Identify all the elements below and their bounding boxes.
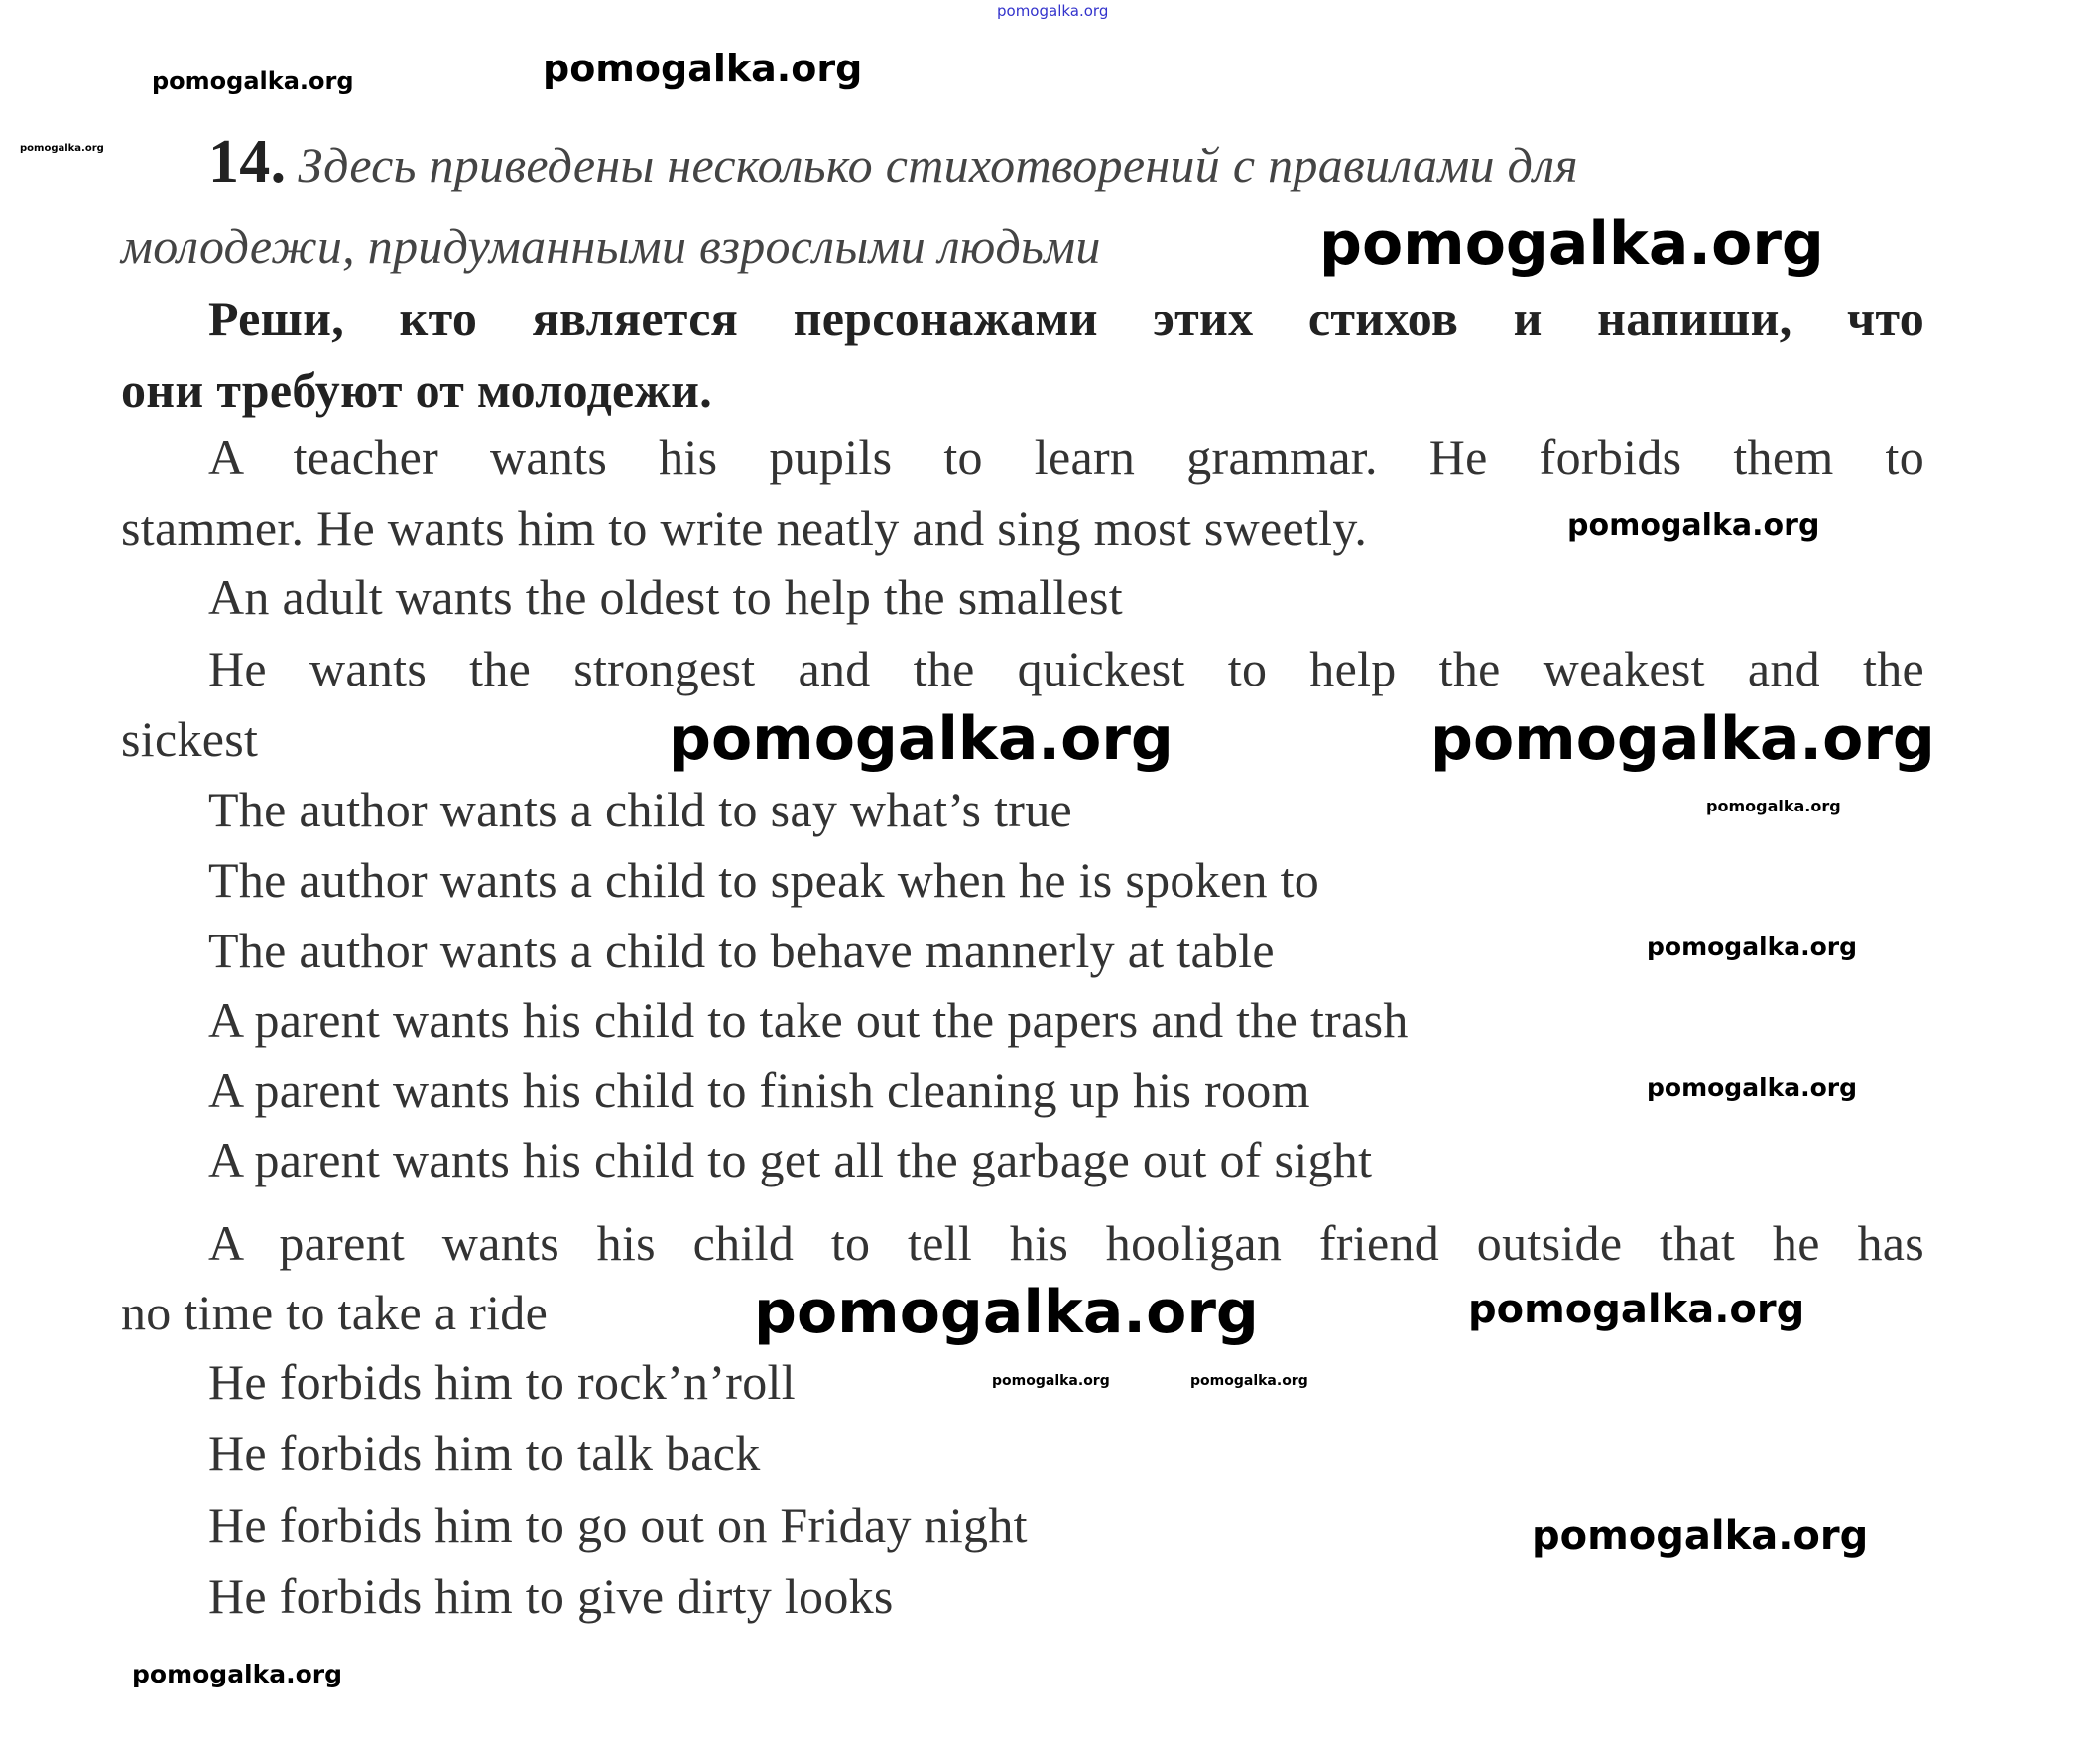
text-line: The author wants a child to say what’s true [208,782,1073,837]
watermark: pomogalka.org [1190,1373,1308,1389]
watermark: pomogalka.org [1532,1513,1869,1558]
watermark: pomogalka.org [543,47,863,90]
intro-line-1 [208,127,1924,199]
task-line-1: Реши, кто является персонажами этих стихов и напиши, что [208,291,1924,346]
watermark: pomogalka.org [132,1660,343,1688]
text-line: A parent wants his child to get all the garbage out of sight [208,1132,1373,1187]
watermark: pomogalka.org [152,67,354,95]
text-line: He forbids him to give dirty looks [208,1568,894,1624]
watermark: pomogalka.org [1319,209,1824,279]
watermark: pomogalka.org [1647,1073,1858,1102]
text-line: A parent wants his child to take out the papers and the trash [208,992,1409,1048]
text-line: no time to take a ride [121,1285,549,1340]
exercise-number: 14. [208,128,287,195]
text-line: A parent wants his child to tell his hooligan friend outside that he has [208,1215,1924,1271]
intro-line-2: молодежи, придуманными взрослыми людьми [121,218,1101,274]
watermark: pomogalka.org [669,704,1174,774]
task-line-2: они требуют от молодежи. [121,362,712,418]
watermark: pomogalka.org [1430,704,1935,774]
watermark: pomogalka.org [754,1278,1259,1347]
text-line: stammer. He wants him to write neatly and sing most sweetly. [121,500,1368,556]
watermark: pomogalka.org [1468,1287,1805,1332]
text-line: The author wants a child to speak when he is spoken to [208,852,1320,908]
text-line: A teacher wants his pupils to learn grammar. He forbids them to [208,430,1924,485]
watermark: pomogalka.org [1706,797,1841,815]
text-line: He forbids him to rock’n’roll [208,1354,796,1410]
text-line: He forbids him to talk back [208,1426,761,1481]
watermark: pomogalka.org [992,1373,1110,1389]
intro-text: Здесь приведены несколько стихотворений с правилами для [298,137,1578,192]
header-watermark: pomogalka.org [997,2,1109,20]
text-line: He forbids him to go out on Friday night [208,1497,1028,1553]
watermark: pomogalka.org [20,143,104,154]
watermark: pomogalka.org [1567,508,1820,543]
text-line: An adult wants the oldest to help the smallest [208,569,1123,625]
watermark: pomogalka.org [1647,933,1858,961]
text-line: He wants the strongest and the quickest to help the weakest and the [208,641,1924,696]
text-line: sickest [121,711,259,767]
text-line: The author wants a child to behave mannerly at table [208,923,1275,978]
text-line: A parent wants his child to finish cleaning up his room [208,1062,1310,1118]
